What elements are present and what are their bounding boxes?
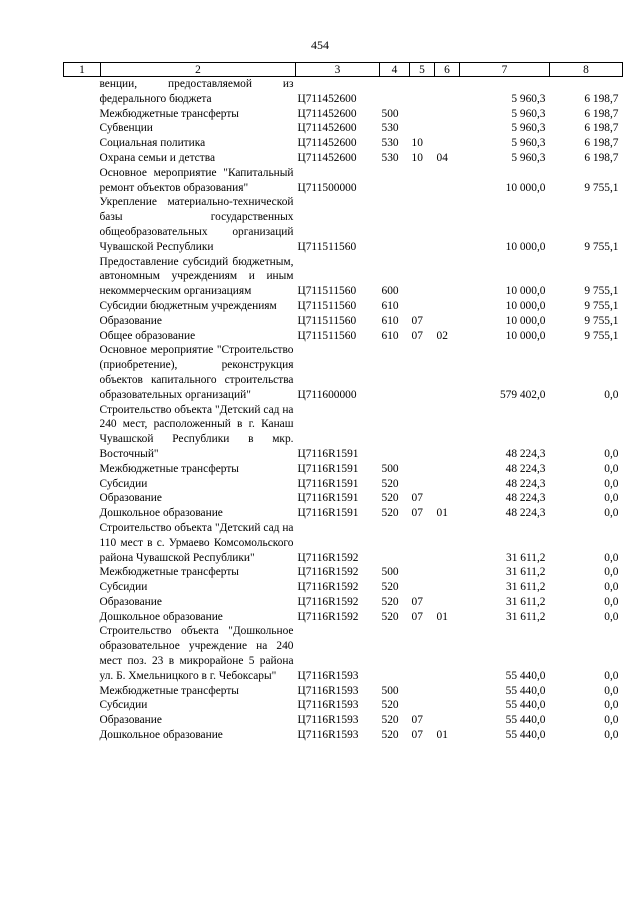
cell-c5 [410, 299, 435, 314]
table-row [64, 329, 623, 344]
table-row [64, 610, 623, 625]
cell-name: Дошкольное образование [99, 610, 223, 623]
table-row [64, 166, 623, 196]
cell-name: Строительство объекта "Детский сад на 240 мест, расположенный в г. Канаш Чувашской Республики в мкр. Восточный" [99, 403, 294, 460]
cell-name: Субсидии [99, 477, 148, 490]
cell-c4 [380, 343, 410, 402]
column-header: 5 [410, 63, 435, 77]
cell-code: Ц711511560 [297, 240, 357, 253]
cell-code: Ц7116R1593 [297, 684, 359, 697]
table-row [64, 299, 623, 314]
table-row [64, 506, 623, 521]
cell-c5 [410, 580, 435, 595]
cell-c7: 10 000,0 [505, 240, 546, 253]
cell-c4: 610 [381, 314, 399, 327]
cell-code: Ц711452600 [297, 122, 357, 135]
cell-c6: 01 [436, 729, 448, 742]
table-row [64, 580, 623, 595]
cell-c4 [380, 166, 410, 196]
cell-name: Межбюджетные трансферты [99, 566, 239, 579]
cell-c6 [435, 121, 460, 136]
cell-code: Ц711600000 [297, 388, 357, 401]
cell-c8: 0,0 [604, 684, 619, 697]
cell-c4: 610 [381, 299, 399, 312]
cell-c7: 10 000,0 [505, 285, 546, 298]
cell-c4: 600 [381, 285, 399, 298]
cell-c5 [410, 107, 435, 122]
cell-c7: 10 000,0 [505, 314, 546, 327]
cell-c8: 6 198,7 [584, 151, 619, 164]
cell-c6: 01 [436, 507, 448, 520]
table-row [64, 403, 623, 462]
cell-name: Основное мероприятие "Строительство (приобретение), реконструкция объектов капитального строительства образовательных организаций" [99, 344, 294, 401]
budget-table [63, 62, 623, 743]
cell-c7: 31 611,2 [506, 595, 546, 608]
cell-c7: 55 440,0 [505, 684, 546, 697]
table-row [64, 151, 623, 166]
cell-code: Ц711511560 [297, 299, 357, 312]
cell-name: Строительство объекта "Детский сад на 110 мест в с. Урмаево Комсомольского района Чувашской Республики" [99, 521, 294, 564]
cell-code: Ц7116R1593 [297, 729, 359, 742]
table-row [64, 77, 623, 107]
cell-c8: 9 755,1 [584, 314, 619, 327]
column-header: 6 [435, 63, 460, 77]
cell-c6 [435, 403, 460, 462]
column-header: 8 [550, 63, 623, 77]
cell-name: Дошкольное образование [99, 729, 223, 742]
cell-c6: 02 [436, 329, 448, 342]
cell-c5: 07 [411, 507, 423, 520]
cell-c6 [435, 491, 460, 506]
cell-c5 [410, 195, 435, 254]
table-row [64, 698, 623, 713]
column-header: 4 [380, 63, 410, 77]
cell-code: Ц7116R1592 [297, 581, 359, 594]
cell-c8: 6 198,7 [584, 122, 619, 135]
cell-c4 [380, 77, 410, 107]
cell-code: Ц7116R1591 [297, 492, 359, 505]
cell-code: Ц7116R1591 [297, 507, 359, 520]
cell-c6 [435, 136, 460, 151]
cell-c6: 01 [436, 610, 448, 623]
cell-c5 [410, 403, 435, 462]
cell-c4: 520 [381, 492, 399, 505]
cell-code: Ц711511560 [297, 314, 357, 327]
cell-c5: 07 [411, 610, 423, 623]
table-row [64, 121, 623, 136]
cell-c5: 10 [411, 151, 423, 164]
cell-c4: 500 [381, 462, 399, 475]
cell-c8: 9 755,1 [584, 285, 619, 298]
cell-c4: 520 [381, 507, 399, 520]
cell-c8: 0,0 [604, 551, 619, 564]
cell-c4: 530 [381, 151, 399, 164]
table-header-row [64, 63, 623, 77]
table-row [64, 521, 623, 565]
cell-name: Межбюджетные трансферты [99, 684, 239, 697]
cell-c4: 530 [381, 122, 399, 135]
cell-c8: 0,0 [604, 581, 619, 594]
cell-c8: 0,0 [604, 507, 619, 520]
table-row [64, 107, 623, 122]
cell-c4: 520 [381, 714, 399, 727]
cell-c5: 07 [411, 492, 423, 505]
cell-c7: 10 000,0 [505, 329, 546, 342]
cell-c5: 07 [411, 714, 423, 727]
cell-name: Межбюджетные трансферты [99, 462, 239, 475]
cell-c5 [410, 255, 435, 299]
cell-c6 [435, 713, 460, 728]
cell-c7: 55 440,0 [505, 729, 546, 742]
cell-c6 [435, 299, 460, 314]
table-row [64, 624, 623, 683]
table-body [64, 77, 623, 743]
cell-c4: 500 [381, 107, 399, 120]
cell-c4: 610 [381, 329, 399, 342]
cell-c5 [410, 565, 435, 580]
cell-c6 [435, 166, 460, 196]
cell-code: Ц7116R1592 [297, 610, 359, 623]
cell-code: Ц711452600 [297, 151, 357, 164]
cell-name: Межбюджетные трансферты [99, 107, 239, 120]
cell-c7: 48 224,3 [505, 507, 546, 520]
cell-c4: 520 [381, 610, 399, 623]
cell-name: Строительство объекта "Дошкольное образовательное учреждение на 240 мест поз. 23 в микрорайоне 5 района ул. Б. Хмельницкого в г. Чебоксары" [99, 625, 294, 682]
page-number: 454 [311, 38, 329, 52]
cell-c7: 55 440,0 [505, 699, 546, 712]
table-row [64, 255, 623, 299]
cell-c6 [435, 624, 460, 683]
cell-c4: 520 [381, 477, 399, 490]
cell-c7: 5 960,3 [511, 151, 546, 164]
cell-code: Ц7116R1592 [297, 595, 359, 608]
cell-c8: 0,0 [604, 477, 619, 490]
cell-name: Основное мероприятие "Капитальный ремонт объектов образования" [99, 166, 294, 194]
cell-c7: 5 960,3 [511, 107, 546, 120]
cell-c5 [410, 521, 435, 565]
cell-c7: 579 402,0 [499, 388, 546, 401]
cell-c8: 0,0 [604, 388, 619, 401]
cell-code: Ц7116R1591 [297, 477, 359, 490]
cell-c4 [380, 624, 410, 683]
cell-c4: 520 [381, 729, 399, 742]
table-row [64, 195, 623, 254]
cell-c4: 520 [381, 581, 399, 594]
table-row [64, 491, 623, 506]
cell-code: Ц711452600 [297, 137, 357, 150]
cell-name: Образование [99, 314, 162, 327]
cell-name: Субсидии [99, 699, 148, 712]
cell-c5 [410, 477, 435, 492]
cell-c6 [435, 314, 460, 329]
cell-c4: 520 [381, 595, 399, 608]
cell-name: Дошкольное образование [99, 507, 223, 520]
table-row [64, 136, 623, 151]
cell-name: Предоставление субсидий бюджетным, автономным учреждениям и иным некоммерческим организациям [99, 255, 294, 298]
cell-c5 [410, 698, 435, 713]
cell-c8: 0,0 [604, 492, 619, 505]
cell-c7: 5 960,3 [511, 137, 546, 150]
cell-c8: 0,0 [604, 729, 619, 742]
cell-c8: 0,0 [604, 462, 619, 475]
cell-c4 [380, 403, 410, 462]
cell-c6 [435, 462, 460, 477]
cell-c5: 07 [411, 314, 423, 327]
cell-code: Ц711452600 [297, 107, 357, 120]
cell-c8: 6 198,7 [584, 107, 619, 120]
cell-name: Охрана семьи и детства [99, 151, 215, 164]
cell-name: Социальная политика [99, 137, 206, 150]
cell-c5 [410, 77, 435, 107]
cell-c8: 0,0 [604, 447, 619, 460]
cell-code: Ц7116R1592 [297, 566, 359, 579]
cell-c4: 520 [381, 699, 399, 712]
table-row [64, 595, 623, 610]
cell-c4 [380, 521, 410, 565]
cell-c7: 48 224,3 [505, 477, 546, 490]
cell-c7: 31 611,2 [506, 551, 546, 564]
cell-c8: 0,0 [604, 699, 619, 712]
column-header: 7 [460, 63, 550, 77]
cell-c8: 0,0 [604, 566, 619, 579]
cell-c7: 31 611,2 [506, 581, 546, 594]
cell-c4: 500 [381, 566, 399, 579]
cell-c6 [435, 565, 460, 580]
cell-c5 [410, 684, 435, 699]
cell-c6 [435, 684, 460, 699]
cell-code: Ц7116R1591 [297, 462, 359, 475]
cell-c5 [410, 343, 435, 402]
cell-c5: 07 [411, 595, 423, 608]
cell-c6 [435, 580, 460, 595]
cell-c8: 6 198,7 [584, 92, 619, 105]
cell-name: Субсидии [99, 581, 148, 594]
cell-c8: 6 198,7 [584, 137, 619, 150]
cell-code: Ц7116R1593 [297, 699, 359, 712]
cell-c7: 10 000,0 [505, 181, 546, 194]
cell-code: Ц7116R1591 [297, 447, 359, 460]
cell-c7: 48 224,3 [505, 462, 546, 475]
cell-c5: 10 [411, 137, 423, 150]
cell-c5 [410, 462, 435, 477]
cell-c6 [435, 255, 460, 299]
cell-c6 [435, 195, 460, 254]
cell-c5 [410, 624, 435, 683]
cell-code: Ц711452600 [297, 92, 357, 105]
cell-c6 [435, 107, 460, 122]
cell-c5: 07 [411, 329, 423, 342]
cell-code: Ц7116R1592 [297, 551, 359, 564]
cell-c8: 0,0 [604, 714, 619, 727]
column-header: 1 [64, 63, 101, 77]
cell-c8: 9 755,1 [584, 240, 619, 253]
cell-name: Субвенции [99, 122, 153, 135]
table-row [64, 728, 623, 743]
cell-code: Ц711511560 [297, 285, 357, 298]
cell-c8: 9 755,1 [584, 329, 619, 342]
cell-name: венции, предоставляемой из федерального бюджета [99, 78, 294, 105]
cell-name: Общее образование [99, 329, 196, 342]
cell-c8: 0,0 [604, 595, 619, 608]
cell-c4 [380, 195, 410, 254]
cell-c6 [435, 521, 460, 565]
cell-c6: 04 [436, 151, 448, 164]
cell-c7: 48 224,3 [505, 492, 546, 505]
cell-c6 [435, 477, 460, 492]
cell-c4: 500 [381, 684, 399, 697]
cell-c6 [435, 698, 460, 713]
cell-name: Образование [99, 714, 162, 727]
cell-c7: 55 440,0 [505, 669, 546, 682]
table-row [64, 477, 623, 492]
cell-c6 [435, 77, 460, 107]
cell-c7: 31 611,2 [506, 610, 546, 623]
column-header: 2 [101, 63, 296, 77]
cell-code: Ц711511560 [297, 329, 357, 342]
table-row [64, 462, 623, 477]
cell-c7: 10 000,0 [505, 299, 546, 312]
cell-code: Ц7116R1593 [297, 714, 359, 727]
cell-c5: 07 [411, 729, 423, 742]
cell-c7: 55 440,0 [505, 714, 546, 727]
cell-c8: 0,0 [604, 610, 619, 623]
cell-c7: 5 960,3 [511, 122, 546, 135]
cell-c4: 530 [381, 137, 399, 150]
cell-name: Укрепление материально-технической базы государственных общеобразовательных организаций Чувашской Республики [99, 196, 294, 253]
cell-code: Ц7116R1593 [297, 669, 359, 682]
cell-c5 [410, 121, 435, 136]
cell-name: Образование [99, 595, 162, 608]
cell-c8: 9 755,1 [584, 181, 619, 194]
table-row [64, 713, 623, 728]
table-row [64, 684, 623, 699]
table-row [64, 343, 623, 402]
cell-name: Образование [99, 492, 162, 505]
cell-code: Ц711500000 [297, 181, 357, 194]
cell-c7: 5 960,3 [511, 92, 546, 105]
cell-c8: 0,0 [604, 669, 619, 682]
cell-c6 [435, 595, 460, 610]
table-row [64, 565, 623, 580]
cell-c5 [410, 166, 435, 196]
cell-c7: 48 224,3 [505, 447, 546, 460]
cell-c6 [435, 343, 460, 402]
table-row [64, 314, 623, 329]
cell-c7: 31 611,2 [506, 566, 546, 579]
column-header: 3 [296, 63, 380, 77]
cell-c8: 9 755,1 [584, 299, 619, 312]
cell-name: Субсидии бюджетным учреждениям [99, 299, 277, 312]
